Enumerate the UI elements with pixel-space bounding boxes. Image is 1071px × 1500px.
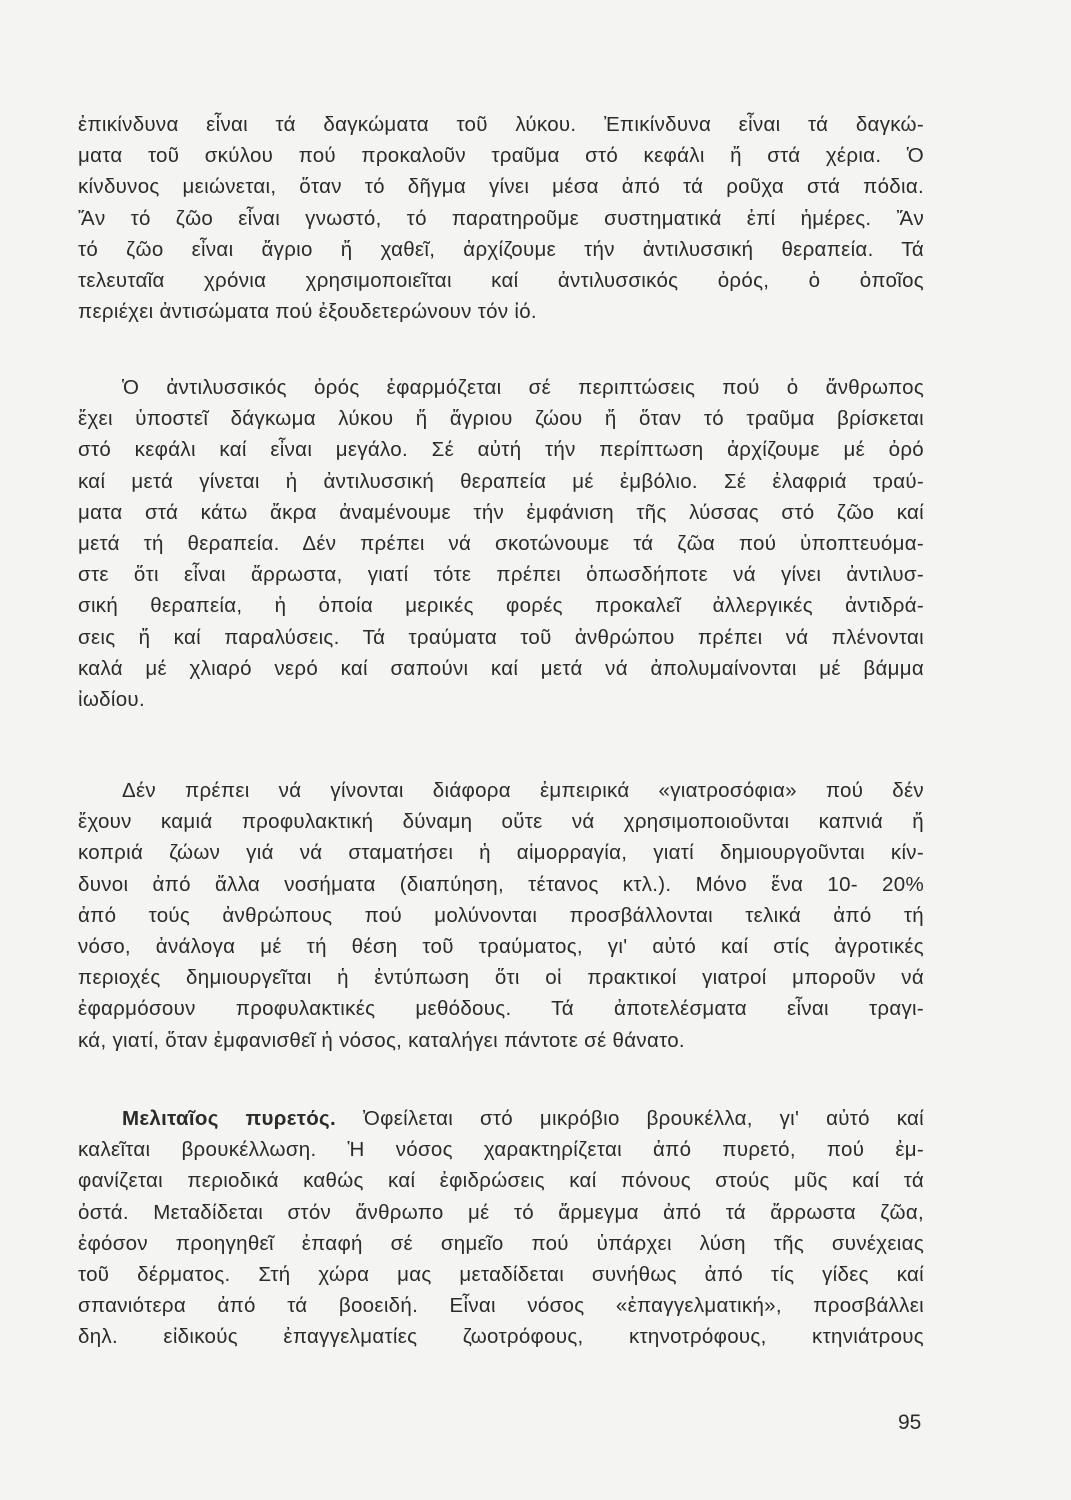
text-line: στε ὅτι εἶναι ἄρρωστα, γιατί τότε πρέπει ὁπωσδήποτε νά γίνει ἀντιλυσ- <box>78 563 924 587</box>
text-line: ἐφαρμόσουν προφυλακτικές μεθόδους. Τά ἀποτελέσματα εἶναι τραγι- <box>78 997 924 1021</box>
section-term: Μελιταῖος πυρετός. <box>122 1107 336 1130</box>
paragraph-rabies-bites <box>78 109 924 327</box>
text-line: ματα τοῦ σκύλου πού προκαλοῦν τραῦμα στό κεφάλι ἤ στά χέρια. Ὁ <box>78 144 924 168</box>
text-line: καί μετά γίνεται ἡ ἀντιλυσσική θεραπεία μέ ἐμβόλιο. Σέ ἐλαφριά τραύ- <box>78 469 924 493</box>
text-run: Ὀφείλεται στό μικρόβιο βρουκέλλα, γι' αὐτό καί <box>336 1107 924 1130</box>
text-line: τελευταῖα χρόνια χρησιμοποιεῖται καί ἀντιλυσσικός ὀρός, ὁ ὁποῖος <box>78 268 924 292</box>
text-line: τοῦ δέρματος. Στή χώρα μας μεταδίδεται συνήθως ἀπό τίς γίδες καί <box>78 1262 924 1286</box>
text-line: σεις ἤ καί παραλύσεις. Τά τραύματα τοῦ ἀνθρώπου πρέπει νά πλένονται <box>78 625 924 649</box>
page-number: 95 <box>898 1411 922 1434</box>
paragraph-folk-remedies <box>78 775 924 1056</box>
text-line: κοπριά ζώων γιά νά σταματήσει ἡ αἱμορραγία, γιατί δημιουργοῦνται κίν- <box>78 841 924 865</box>
text-line: Ἄν τό ζῶο εἶναι γνωστό, τό παρατηροῦμε συστηματικά ἐπί ἡμέρες. Ἄν <box>78 206 924 230</box>
text-line: ὀστά. Μεταδίδεται στόν ἄνθρωπο μέ τό ἄρμεγμα ἀπό τά ἄρρωστα ζῶα, <box>78 1200 924 1224</box>
text-line: ἀπό τούς ἀνθρώπους πού μολύνονται προσβάλλονται τελικά ἀπό τή <box>78 903 924 927</box>
text-line: Δέν πρέπει νά γίνονται διάφορα ἐμπειρικά «γιατροσόφια» πού δέν <box>122 779 924 802</box>
paragraph-brucellosis <box>78 1103 924 1353</box>
text-line: περιέχει ἀντισώματα πού ἐξουδετερώνουν τόν ἰό. <box>78 300 537 324</box>
text-line: ματα στά κάτω ἄκρα ἀναμένουμε τήν ἐμφάνιση τῆς λύσσας στό ζῶο καί <box>78 500 924 524</box>
text-line: κίνδυνος μειώνεται, ὅταν τό δῆγμα γίνει μέσα ἀπό τά ροῦχα στά πόδια. <box>78 175 924 199</box>
text-line: ἐφόσον προηγηθεῖ ἐπαφή σέ σημεῖο πού ὑπάρχει λύση τῆς συνέχειας <box>78 1231 924 1255</box>
text-line: τό ζῶο εἶναι ἄγριο ἤ χαθεῖ, ἀρχίζουμε τήν ἀντιλυσσική θεραπεία. Τά <box>78 237 924 261</box>
text-line: μετά τή θεραπεία. Δέν πρέπει νά σκοτώνουμε τά ζῶα πού ὑποπτευόμα- <box>78 531 924 555</box>
text-line: σική θεραπεία, ἡ ὁποία μερικές φορές προκαλεῖ ἀλλεργικές ἀντιδρά- <box>78 594 924 618</box>
text-line: νόσο, ἀνάλογα μέ τή θέση τοῦ τραύματος, γι' αὐτό καί στίς ἀγροτικές <box>78 934 924 958</box>
text-line: σπανιότερα ἀπό τά βοοειδή. Εἶναι νόσος «ἐπαγγελματική», προσβάλλει <box>78 1294 924 1318</box>
text-line: καλά μέ χλιαρό νερό καί σαπούνι καί μετά νά ἀπολυμαίνονται μέ βάμμα <box>78 656 924 680</box>
text-line: ἔχει ὑποστεῖ δάγκωμα λύκου ἤ ἄγριου ζώου ἤ ὅταν τό τραῦμα βρίσκεται <box>78 407 924 431</box>
text-line <box>78 1103 924 1134</box>
paragraph-rabies-serum <box>78 372 924 715</box>
text-line: καλεῖται βρουκέλλωση. Ἡ νόσος χαρακτηρίζεται ἀπό πυρετό, πού ἐμ- <box>78 1138 924 1162</box>
text-line: φανίζεται περιοδικά καθώς καί ἐφιδρώσεις καί πόνους στούς μῦς καί τά <box>78 1169 924 1193</box>
text-line: δηλ. εἰδικούς ἐπαγγελματίες ζωοτρόφους, κτηνοτρόφους, κτηνιάτρους <box>78 1325 924 1349</box>
text-line: στό κεφάλι καί εἶναι μεγάλο. Σέ αὐτή τήν περίπτωση ἀρχίζουμε μέ ὀρό <box>78 438 924 462</box>
text-line: ἰωδίου. <box>78 687 145 711</box>
text-line: Ὁ ἀντιλυσσικός ὀρός ἐφαρμόζεται σέ περιπτώσεις πού ὁ ἄνθρωπος <box>122 376 924 399</box>
text-line: δυνοι ἀπό ἄλλα νοσήματα (διαπύηση, τέτανος κτλ.). Μόνο ἕνα 10- 20% <box>78 872 924 896</box>
text-line: κά, γιατί, ὅταν ἐμφανισθεῖ ἡ νόσος, καταλήγει πάντοτε σέ θάνατο. <box>78 1028 685 1052</box>
text-line: ἔχουν καμιά προφυλακτική δύναμη οὔτε νά χρησιμοποιοῦνται καπνιά ἤ <box>78 810 924 834</box>
text-line: περιοχές δημιουργεῖται ἡ ἐντύπωση ὅτι οἱ πρακτικοί γιατροί μποροῦν νά <box>78 966 924 990</box>
text-line: ἐπικίνδυνα εἶναι τά δαγκώματα τοῦ λύκου. Ἐπικίνδυνα εἶναι τά δαγκώ- <box>78 113 924 136</box>
